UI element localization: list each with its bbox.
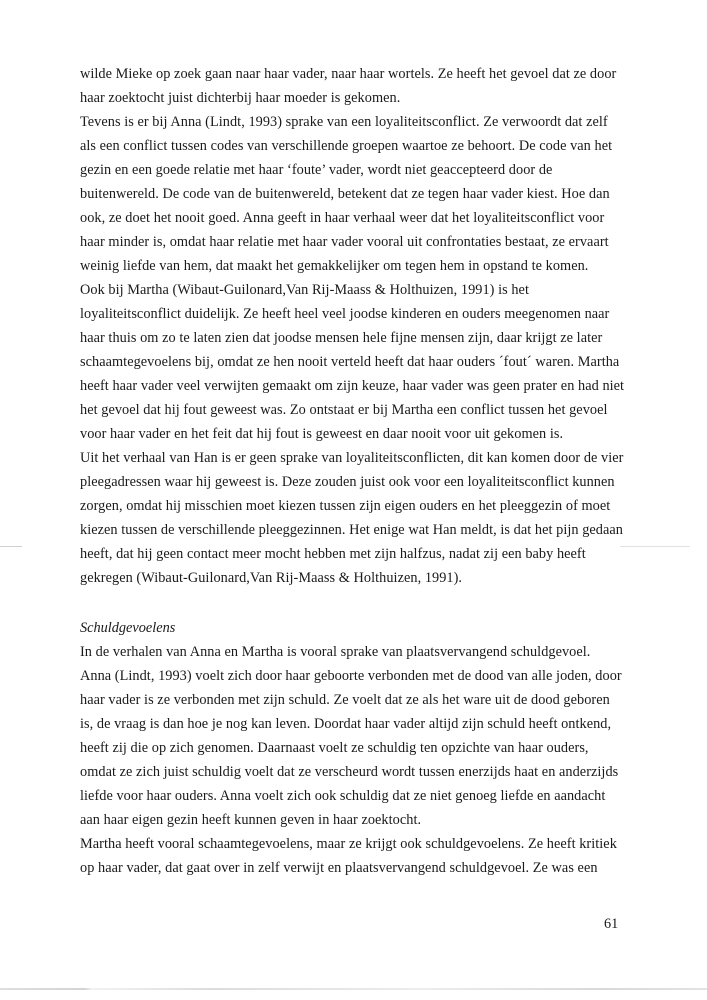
text-line: op haar vader, dat gaat over in zelf verwijt en plaatsvervangend schuldgevoel. Ze was een (80, 860, 598, 876)
scan-artifact (620, 546, 690, 547)
text-line: schaamtegevoelens bij, omdat ze hen nooit verteld heeft dat haar ouders ´fout´ waren. Martha (80, 354, 620, 370)
paragraph-block (80, 62, 640, 590)
text-line: Anna (Lindt, 1993) voelt zich door haar geboorte verbonden met de dood van alle joden, door (80, 668, 622, 684)
text-line: pleegadressen waar hij geweest is. Deze zouden juist ook voor een loyaliteitsconflict kunnen (80, 474, 615, 490)
text-line: is, de vraag is dan hoe je nog kan leven. Doordat haar vader altijd zijn schuld heeft ontkend, (80, 716, 612, 732)
text-line: haar minder is, omdat haar relatie met haar vader vooral uit confrontaties bestaat, ze ervaart (80, 234, 609, 250)
text-line: haar thuis om zo te laten zien dat joodse mensen hele fijne mensen zijn, daar krijgt ze later (80, 330, 603, 346)
text-line: liefde voor haar ouders. Anna voelt zich ook schuldig dat ze niet genoeg liefde en aandacht (80, 788, 606, 804)
text-line: voor haar vader en het feit dat hij fout is geweest en daar nooit voor uit gekomen is. (80, 426, 564, 442)
section-spacer (80, 590, 640, 616)
text-line: haar vader is ze verbonden met zijn schuld. Ze voelt dat ze als het ware uit de dood geboren (80, 692, 610, 708)
text-line: als een conflict tussen codes van verschillende groepen waartoe ze behoort. De code van het (80, 138, 613, 154)
section-block (80, 640, 640, 880)
text-line: heeft zij die op zich genomen. Daarnaast voelt ze schuldig ten opzichte van haar ouders, (80, 740, 589, 756)
text-line: Uit het verhaal van Han is er geen sprake van loyaliteitsconflicten, dit kan komen door de vier (80, 450, 624, 466)
text-line: Tevens is er bij Anna (Lindt, 1993) sprake van een loyaliteitsconflict. Ze verwoordt dat zelf (80, 114, 608, 130)
text-line: gezin en een goede relatie met haar ‘foute’ vader, wordt niet geaccepteerd door de (80, 162, 553, 178)
text-line: haar zoektocht juist dichterbij haar moeder is gekomen. (80, 90, 401, 106)
text-line: weinig liefde van hem, dat maakt het gemakkelijker om tegen hem in opstand te komen. (80, 258, 589, 274)
text-line: zorgen, omdat hij misschien moet kiezen tussen zijn eigen ouders en het pleeggezin of moet (80, 498, 611, 514)
text-line: buitenwereld. De code van de buitenwereld, betekent dat ze tegen haar vader kiest. Hoe dan (80, 186, 610, 202)
text-line: heeft, dat hij geen contact meer mocht hebben met zijn halfzus, nadat zij een baby heeft (80, 546, 586, 562)
text-line: omdat ze zich juist schuldig voelt dat ze verscheurd wordt tussen enerzijds haat en anderzijds (80, 764, 619, 780)
text-line: gekregen (Wibaut-Guilonard,Van Rij-Maass & Holthuizen, 1991). (80, 570, 463, 586)
text-line: ook, ze doet het nooit goed. Anna geeft in haar verhaal weer dat het loyaliteitsconflict voor (80, 210, 605, 226)
page-number: 61 (604, 916, 619, 932)
text-line: het gevoel dat hij fout geweest was. Zo ontstaat er bij Martha een conflict tussen het gevoel (80, 402, 608, 418)
scan-edge (0, 988, 707, 990)
text-line: In de verhalen van Anna en Martha is vooral sprake van plaatsvervangend schuldgevoel. (80, 644, 591, 660)
scan-artifact (0, 546, 22, 547)
text-line: Martha heeft vooral schaamtegevoelens, maar ze krijgt ook schuldgevoelens. Ze heeft kritiek (80, 836, 617, 852)
text-line: wilde Mieke op zoek gaan naar haar vader, naar haar wortels. Ze heeft het gevoel dat ze door (80, 66, 617, 82)
section-heading: Schuldgevoelens (80, 620, 176, 636)
text-line: Ook bij Martha (Wibaut-Guilonard,Van Rij-Maass & Holthuizen, 1991) is het (80, 282, 529, 298)
text-line: loyaliteitsconflict duidelijk. Ze heeft heel veel joodse kinderen en ouders meegenomen naar (80, 306, 610, 322)
text-line: aan haar eigen gezin heeft kunnen geven in haar zoektocht. (80, 812, 422, 828)
text-line: kiezen tussen de verschillende pleeggezinnen. Het enige wat Han meldt, is dat het pijn gedaan (80, 522, 623, 538)
body-text (80, 62, 640, 880)
text-line: heeft haar vader veel verwijten gemaakt om zijn keuze, haar vader was geen prater en had niet (80, 378, 625, 394)
